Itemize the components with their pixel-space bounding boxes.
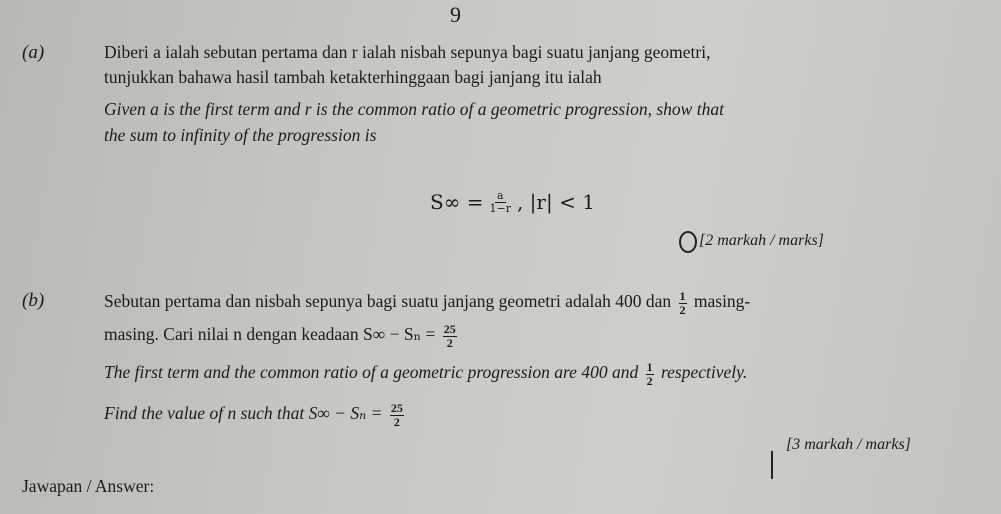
answer-label: Jawapan / Answer:	[22, 476, 155, 496]
ratio-numerator: 1	[646, 360, 653, 374]
part-b-malay-text-1-end: masing-	[693, 291, 751, 312]
page-number: 9	[450, 2, 461, 27]
part-b-malay-text-2: masing. Cari nilai n dengan keadaan S∞ − Sₙ =	[104, 324, 436, 345]
part-a-english-line-2: the sum to infinity of the progression is	[104, 125, 377, 145]
part-b-label: (b)	[22, 290, 45, 311]
equation-numerator: 25	[390, 401, 403, 415]
part-b-malay-text-1: Sebutan pertama dan nisbah sepunya bagi suatu janjang geometri adalah 400 dan	[104, 291, 672, 312]
part-a-label: (a)	[22, 42, 45, 63]
part-a-malay-line-1: Diberi a ialah sebutan pertama dan r ialah nisbah sepunya bagi suatu janjang geometri,	[104, 42, 711, 62]
part-b-english-text-2: Find the value of n such that S∞ − Sₙ =	[104, 403, 383, 424]
part-b-english-line-2	[104, 402, 407, 428]
equation-numerator: 25	[443, 322, 456, 336]
handwritten-circle-mark	[679, 231, 697, 253]
formula-denominator: 1−r	[489, 201, 511, 215]
part-a-marks: [2 markah / marks]	[699, 232, 824, 249]
part-b-malay-line-1	[104, 290, 750, 316]
part-b-marks: [3 markah / marks]	[786, 436, 911, 453]
part-b-malay-line-2	[104, 323, 460, 349]
ratio-denominator: 2	[646, 373, 653, 388]
ratio-denominator: 2	[679, 302, 686, 317]
part-b-malay-ratio-fraction	[679, 290, 687, 316]
formula-fraction	[487, 190, 512, 214]
part-a-english-line-1: Given a is the first term and r is the common ratio of a geometric progression, show that	[104, 99, 724, 119]
formula-condition: , |r| < 1	[516, 190, 595, 215]
ratio-numerator: 1	[679, 289, 686, 303]
part-b-english-equation-fraction	[390, 402, 404, 428]
part-b-english-ratio-fraction	[646, 361, 654, 387]
part-b-english-text-1-end: respectively.	[660, 362, 748, 383]
part-a-malay-line-2: tunjukkan bahawa hasil tambah ketakterhinggaan bagi janjang itu ialah	[104, 67, 602, 87]
handwritten-bar-mark	[771, 451, 773, 479]
equation-denominator: 2	[393, 414, 400, 429]
part-b-english-text-1: The first term and the common ratio of a geometric progression are 400 and	[104, 362, 639, 383]
sum-to-infinity-formula	[430, 190, 595, 214]
part-b-english-line-1	[104, 361, 747, 387]
equation-denominator: 2	[446, 335, 453, 350]
part-b-malay-equation-fraction	[443, 323, 457, 349]
formula-numerator: a	[496, 189, 504, 202]
formula-lhs: S∞ =	[430, 190, 484, 215]
